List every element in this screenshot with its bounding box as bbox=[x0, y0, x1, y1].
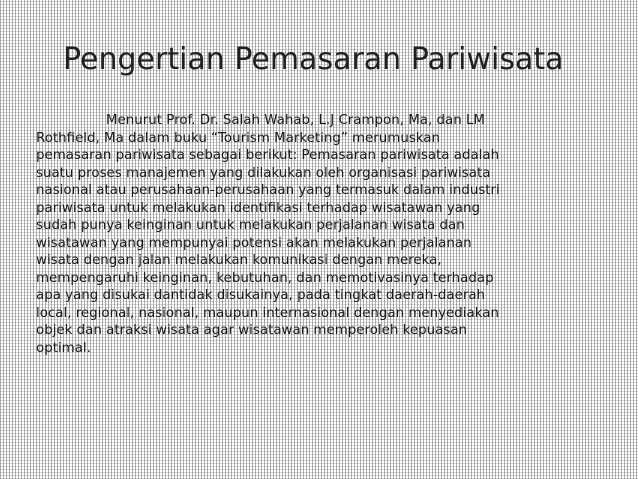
body-line: nasional atau perusahaan-perusahaan yang termasuk dalam industri bbox=[36, 183, 500, 198]
body-line: suatu proses manajemen yang dilakukan oleh organisasi pariwisata bbox=[36, 165, 491, 181]
body-line: pariwisata untuk melakukan identifikasi terhadap wisatawan yang bbox=[36, 200, 480, 216]
body-line: Menurut Prof. Dr. Salah Wahab, L.J Crampon, Ma, dan LM bbox=[106, 113, 485, 128]
body-line: Rothfield, Ma dalam buku “Tourism Marketing” merumuskan bbox=[36, 130, 441, 146]
body-line: wisata dengan jalan melakukan komunikasi dengan mereka, bbox=[36, 253, 442, 268]
body-line: wisatawan yang mempunyai potensi akan melakukan perjalanan bbox=[36, 235, 472, 251]
slide-body-paragraph bbox=[36, 112, 610, 357]
body-line: objek dan atraksi wisata agar wisatawan memperoleh kepuasan bbox=[36, 323, 467, 338]
body-line: sudah punya keinginan untuk melakukan perjalanan wisata dan bbox=[36, 218, 465, 233]
body-line: local, regional, nasional, maupun internasional dengan menyediakan bbox=[36, 305, 499, 321]
body-line: mempengaruhi keinginan, kebutuhan, dan memotivasinya terhadap bbox=[36, 270, 494, 286]
body-line: pemasaran pariwisata sebagai berikut: Pemasaran pariwisata adalah bbox=[36, 148, 500, 163]
body-line: apa yang disukai dantidak disukainya, pada tingkat daerah-daerah bbox=[36, 288, 486, 303]
body-line: optimal. bbox=[36, 340, 91, 356]
slide-title: Pengertian Pemasaran Pariwisata bbox=[63, 42, 564, 77]
